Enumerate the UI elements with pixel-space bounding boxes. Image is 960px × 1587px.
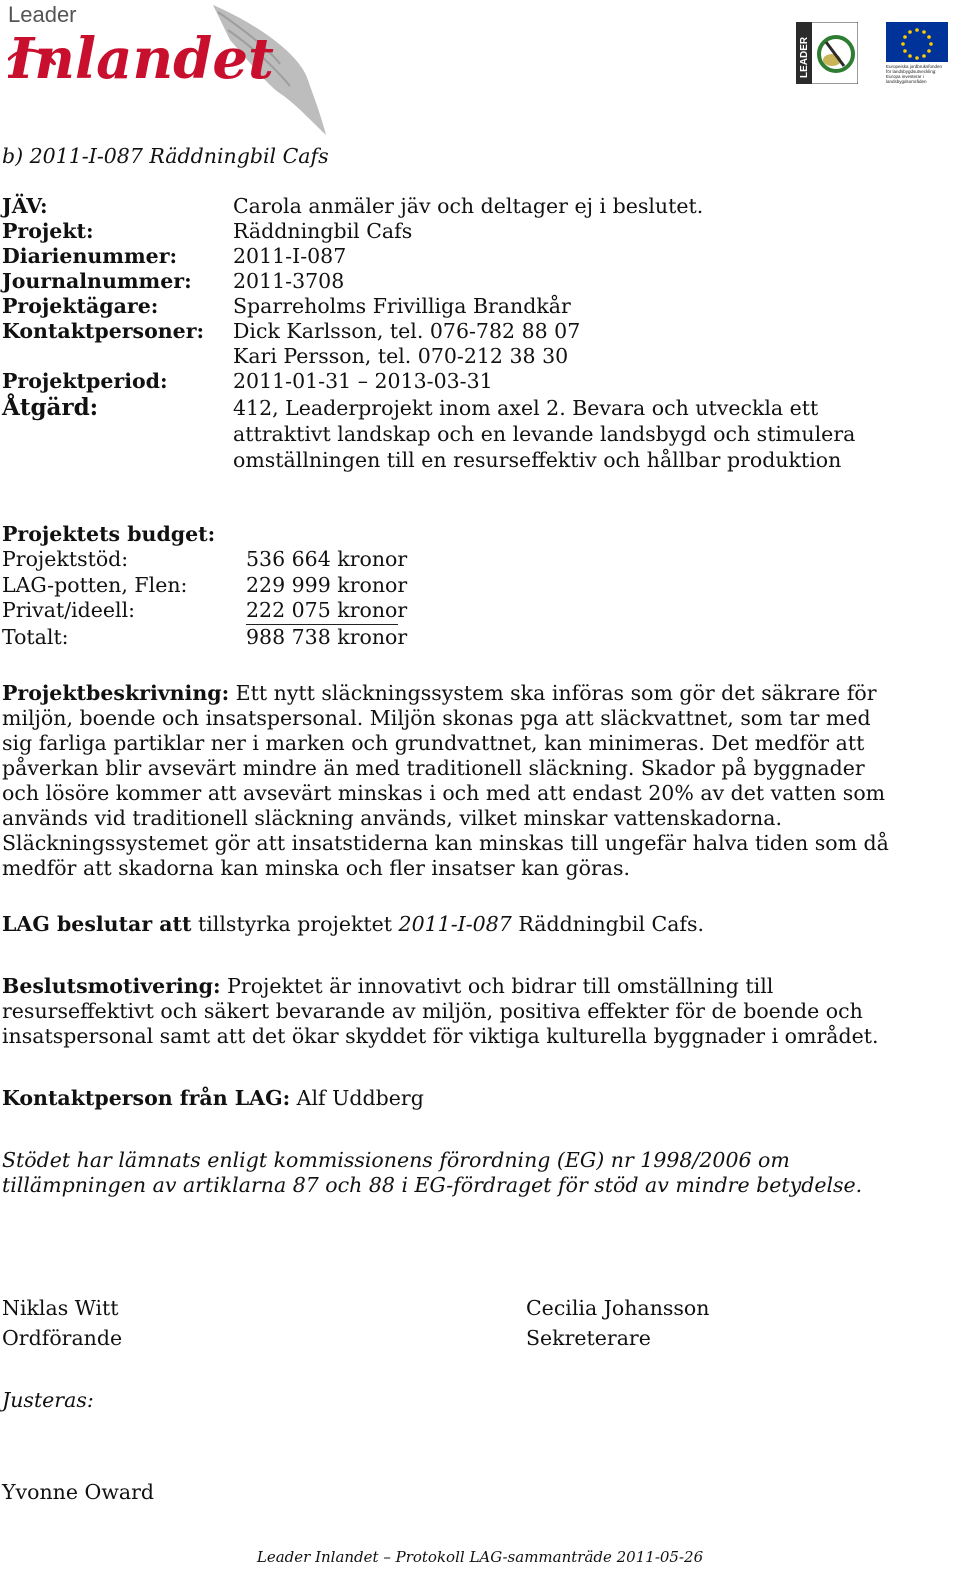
budget-label: Totalt: (2, 625, 69, 649)
field-value: Räddningbil Cafs (233, 219, 413, 243)
leader-inlandet-logo (8, 0, 338, 140)
atgard-label: Åtgärd: (2, 394, 99, 421)
page-footer: Leader Inlandet – Protokoll LAG-sammanträde 2011-05-26 (256, 1548, 704, 1566)
field-value: 2011-I-087 (233, 244, 347, 268)
contact-label: Kontaktperson från LAG: (2, 1086, 291, 1110)
leader-word: Leader (8, 2, 77, 27)
field-value: 2011-3708 (233, 269, 345, 293)
atgard-line: 412, Leaderprojekt inom axel 2. Bevara och utveckla ett (233, 396, 819, 420)
budget-title: Projektets budget: (2, 522, 216, 546)
justeras-label: Justeras: (2, 1388, 94, 1412)
decision-motivation (2, 974, 902, 1049)
leader-small-logo (796, 22, 858, 84)
field-label: Diarienummer: (2, 244, 178, 268)
field-value: Sparreholms Frivilliga Brandkår (233, 294, 571, 318)
motivation-text: Projektet är innovativt och bidrar till omställning till resurseffektivt och säkert bevarande av miljön, positiva effekter för de boende och insatspersonal samt att det ökar skyddet för viktiga kulturella byggnader i området. (2, 974, 879, 1048)
budget-value: 988 738 kronor (246, 625, 408, 649)
signature-right-name: Cecilia Johansson (526, 1296, 710, 1320)
budget-label: Projektstöd: (2, 547, 129, 571)
decision-text: tillstyrka projektet (191, 912, 399, 936)
field-label: Journalnummer: (2, 269, 192, 293)
leader-small-word: LEADER (799, 36, 810, 78)
field-value: Dick Karlsson, tel. 076-782 88 07 (233, 319, 581, 343)
signature-left-role: Ordförande (2, 1326, 123, 1350)
budget-label: Privat/ideell: (2, 598, 136, 622)
signature-left-name: Niklas Witt (2, 1296, 119, 1320)
signature-right-role: Sekreterare (526, 1326, 651, 1350)
description-text: Ett nytt släckningssystem ska införas som gör det säkrare för miljön, boende och insatspersonal. Miljön skonas pga att släckvattnet, som tar med sig farliga partiklar ner i marken och grundvattnet, kan minimeras. Det medför att påverkan blir avsevärt mindre än med traditionell släckning. Skador på byggnader och lösöre kommer att avsevärt minskas i och med att endast 20% av det vatten som används vid traditionell släckning används, vilket minskar vattenskadorna. Släckningssystemet gör att insatstiderna kan minskas till ungefär halva tiden som då medför att skadorna kan minska och fler insatser kan göras. (2, 681, 889, 880)
budget-value: 536 664 kronor (246, 547, 408, 571)
inlandet-word: Inlandet (8, 26, 274, 92)
decision-label: LAG beslutar att (2, 912, 192, 936)
budget-value: 222 075 kronor (246, 598, 408, 622)
section-heading: b) 2011-I-087 Räddningbil Cafs (2, 144, 329, 168)
motivation-label: Beslutsmotivering: (2, 974, 221, 998)
decision-ref: 2011-I-087 (398, 912, 512, 936)
field-value: Carola anmäler jäv och deltager ej i beslutet. (233, 194, 704, 218)
atgard-line: omställningen till en resurseffektiv och hållbar produktion (233, 448, 842, 472)
eu-caption: Europeiska jordbruksfonden för landsbygdsutveckling: Europa investerar i landsbygdsområden (886, 64, 943, 84)
contact-name: Alf Uddberg (290, 1086, 424, 1110)
atgard-line: attraktivt landskap och en levande landsbygd och stimulera (233, 422, 856, 446)
field-value: Kari Persson, tel. 070-212 38 30 (233, 344, 569, 368)
field-label: Projekt: (2, 219, 94, 243)
decision-text-end: Räddningbil Cafs. (511, 912, 705, 936)
justerare-name: Yvonne Oward (2, 1480, 155, 1504)
field-label: Projektägare: (2, 294, 159, 318)
eu-flag-logo (886, 22, 948, 84)
field-label: JÄV: (2, 194, 48, 218)
budget-label: LAG-potten, Flen: (2, 573, 188, 597)
support-statement: Stödet har lämnats enligt kommissionens förordning (EG) nr 1998/2006 om tillämpningen av artiklarna 87 och 88 i EG-fördraget för stöd av mindre betydelse. (2, 1148, 863, 1197)
decision (2, 912, 902, 937)
field-label: Projektperiod: (2, 369, 168, 393)
project-description (2, 681, 902, 881)
description-label: Projektbeskrivning: (2, 681, 230, 705)
budget-value: 229 999 kronor (246, 573, 408, 597)
field-value: 2011-01-31 – 2013-03-31 (233, 369, 493, 393)
lag-contact (2, 1086, 902, 1111)
field-label: Kontaktpersoner: (2, 319, 205, 343)
